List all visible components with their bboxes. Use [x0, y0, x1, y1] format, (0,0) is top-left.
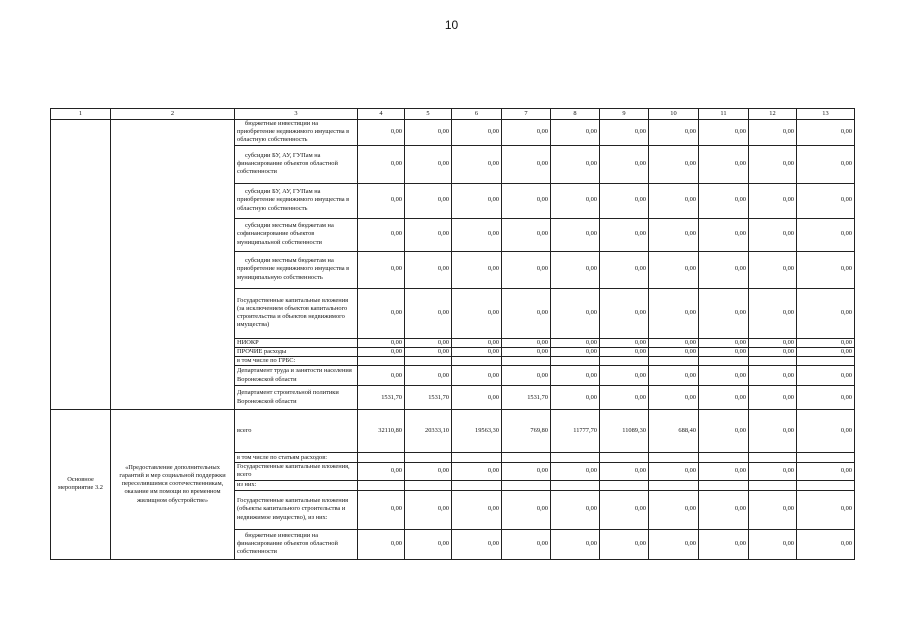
value-cell: 0,00	[699, 366, 749, 386]
value-cell: 0,00	[649, 288, 699, 338]
value-cell	[358, 453, 405, 463]
value-cell: 0,00	[699, 183, 749, 218]
value-cell	[452, 480, 502, 490]
value-cell: 1531,70	[405, 386, 452, 410]
value-cell: 0,00	[551, 338, 600, 347]
value-cell: 0,00	[649, 386, 699, 410]
value-cell: 0,00	[452, 366, 502, 386]
row-label: Государственные капитальные вложения (за исключением объектов капитального строительства и объектов недвижимого имущества)	[235, 288, 358, 338]
value-cell: 0,00	[551, 463, 600, 480]
value-cell: 0,00	[797, 251, 855, 288]
header-cell: 8	[551, 109, 600, 120]
value-cell: 0,00	[358, 218, 405, 251]
value-cell: 0,00	[358, 463, 405, 480]
value-cell: 11777,70	[551, 410, 600, 453]
value-cell: 0,00	[502, 183, 551, 218]
value-cell: 0,00	[699, 145, 749, 183]
value-cell: 0,00	[699, 218, 749, 251]
value-cell	[749, 453, 797, 463]
value-cell	[551, 356, 600, 365]
page-number: 10	[444, 18, 459, 32]
value-cell: 0,00	[699, 529, 749, 559]
value-cell: 19563,30	[452, 410, 502, 453]
value-cell: 0,00	[797, 338, 855, 347]
value-cell: 0,00	[600, 183, 649, 218]
value-cell: 0,00	[600, 145, 649, 183]
value-cell: 0,00	[551, 490, 600, 529]
value-cell	[749, 356, 797, 365]
value-cell: 0,00	[699, 288, 749, 338]
value-cell: 0,00	[699, 347, 749, 356]
value-cell: 0,00	[749, 218, 797, 251]
row-label: бюджетные инвестиции на финансирование объектов областной собственности	[235, 529, 358, 559]
value-cell: 0,00	[797, 347, 855, 356]
value-cell: 0,00	[649, 120, 699, 146]
value-cell: 0,00	[797, 120, 855, 146]
value-cell: 0,00	[452, 145, 502, 183]
value-cell: 0,00	[551, 288, 600, 338]
value-cell	[358, 480, 405, 490]
value-cell: 0,00	[649, 490, 699, 529]
value-cell: 0,00	[358, 145, 405, 183]
value-cell	[699, 453, 749, 463]
table-row	[51, 410, 855, 453]
value-cell: 0,00	[749, 366, 797, 386]
value-cell: 0,00	[600, 338, 649, 347]
blank-cell-col1	[51, 120, 111, 410]
value-cell: 0,00	[502, 145, 551, 183]
value-cell: 0,00	[649, 183, 699, 218]
value-cell	[649, 480, 699, 490]
value-cell: 0,00	[797, 529, 855, 559]
value-cell: 1531,70	[358, 386, 405, 410]
value-cell	[358, 356, 405, 365]
value-cell	[797, 480, 855, 490]
value-cell	[797, 356, 855, 365]
value-cell: 32110,80	[358, 410, 405, 453]
value-cell: 0,00	[699, 338, 749, 347]
value-cell: 0,00	[600, 120, 649, 146]
value-cell: 0,00	[358, 338, 405, 347]
value-cell: 0,00	[502, 463, 551, 480]
measure-code: Основное мероприятие 3.2	[51, 410, 111, 559]
value-cell: 688,40	[649, 410, 699, 453]
value-cell	[551, 480, 600, 490]
value-cell: 0,00	[502, 347, 551, 356]
value-cell: 0,00	[502, 288, 551, 338]
value-cell: 0,00	[649, 145, 699, 183]
value-cell: 0,00	[502, 218, 551, 251]
value-cell: 0,00	[797, 145, 855, 183]
value-cell: 0,00	[358, 288, 405, 338]
value-cell: 0,00	[600, 251, 649, 288]
row-label: субсидии БУ, АУ, ГУПам на финансирование объектов областной собственности	[235, 145, 358, 183]
value-cell	[502, 480, 551, 490]
value-cell: 0,00	[551, 145, 600, 183]
header-cell: 13	[797, 109, 855, 120]
value-cell: 0,00	[600, 218, 649, 251]
header-cell: 7	[502, 109, 551, 120]
value-cell: 0,00	[649, 529, 699, 559]
value-cell: 0,00	[551, 366, 600, 386]
value-cell: 11089,30	[600, 410, 649, 453]
measure-title: «Предоставление дополнительных гарантий и мер социальной поддержки переселившимся соотечественникам, оказание им помощи во временном жилищном обустройстве»	[111, 410, 235, 559]
row-label: бюджетные инвестиции на приобретение недвижимого имущества в областную собственность	[235, 120, 358, 146]
value-cell: 1531,70	[502, 386, 551, 410]
value-cell: 0,00	[551, 386, 600, 410]
value-cell: 0,00	[452, 463, 502, 480]
value-cell: 0,00	[600, 529, 649, 559]
value-cell: 0,00	[405, 251, 452, 288]
value-cell	[452, 453, 502, 463]
value-cell	[452, 356, 502, 365]
value-cell: 0,00	[749, 338, 797, 347]
value-cell: 0,00	[551, 529, 600, 559]
value-cell: 0,00	[358, 347, 405, 356]
value-cell: 0,00	[452, 183, 502, 218]
value-cell: 0,00	[358, 529, 405, 559]
row-label: всего	[235, 410, 358, 453]
row-label: Департамент строительной политики Воронежской области	[235, 386, 358, 410]
value-cell	[600, 480, 649, 490]
value-cell: 0,00	[797, 366, 855, 386]
header-cell: 10	[649, 109, 699, 120]
value-cell: 0,00	[452, 529, 502, 559]
value-cell: 0,00	[649, 347, 699, 356]
value-cell: 0,00	[749, 183, 797, 218]
value-cell: 0,00	[699, 463, 749, 480]
header-cell: 3	[235, 109, 358, 120]
value-cell: 0,00	[551, 183, 600, 218]
value-cell	[405, 480, 452, 490]
row-label: из них:	[235, 480, 358, 490]
value-cell: 0,00	[600, 288, 649, 338]
value-cell	[649, 356, 699, 365]
header-cell: 1	[51, 109, 111, 120]
value-cell: 0,00	[358, 366, 405, 386]
value-cell: 0,00	[749, 145, 797, 183]
value-cell	[600, 453, 649, 463]
row-label: в том числе по статьям расходов:	[235, 453, 358, 463]
row-label: Государственные капитальные вложения, всего	[235, 463, 358, 480]
expenditure-table	[50, 108, 855, 560]
row-label: субсидии местным бюджетам на софинансирование объектов муниципальной собственности	[235, 218, 358, 251]
value-cell: 0,00	[452, 120, 502, 146]
value-cell: 0,00	[452, 251, 502, 288]
value-cell: 0,00	[551, 347, 600, 356]
value-cell: 0,00	[502, 251, 551, 288]
value-cell	[405, 356, 452, 365]
header-cell: 5	[405, 109, 452, 120]
value-cell: 0,00	[405, 490, 452, 529]
value-cell: 0,00	[797, 386, 855, 410]
value-cell: 0,00	[649, 251, 699, 288]
value-cell: 0,00	[749, 288, 797, 338]
value-cell: 0,00	[358, 251, 405, 288]
value-cell: 0,00	[699, 251, 749, 288]
value-cell: 0,00	[405, 338, 452, 347]
value-cell	[502, 356, 551, 365]
row-label: НИОКР	[235, 338, 358, 347]
value-cell: 0,00	[405, 145, 452, 183]
value-cell: 0,00	[405, 120, 452, 146]
value-cell: 0,00	[699, 386, 749, 410]
value-cell: 0,00	[551, 251, 600, 288]
value-cell: 0,00	[405, 183, 452, 218]
value-cell: 0,00	[797, 463, 855, 480]
value-cell: 0,00	[358, 490, 405, 529]
value-cell	[600, 356, 649, 365]
value-cell: 0,00	[600, 386, 649, 410]
value-cell: 0,00	[551, 218, 600, 251]
value-cell: 0,00	[405, 218, 452, 251]
value-cell: 0,00	[405, 288, 452, 338]
value-cell: 0,00	[358, 120, 405, 146]
table-row	[51, 120, 855, 146]
value-cell: 20333,10	[405, 410, 452, 453]
value-cell: 0,00	[452, 218, 502, 251]
value-cell: 0,00	[358, 183, 405, 218]
value-cell: 0,00	[452, 338, 502, 347]
value-cell	[699, 480, 749, 490]
value-cell: 0,00	[749, 529, 797, 559]
table-body	[51, 109, 855, 560]
value-cell: 0,00	[797, 218, 855, 251]
value-cell: 0,00	[502, 529, 551, 559]
value-cell: 0,00	[600, 347, 649, 356]
row-label: ПРОЧИЕ расходы	[235, 347, 358, 356]
row-label: субсидии БУ, АУ, ГУПам на приобретение недвижимого имущества в областную собственность	[235, 183, 358, 218]
value-cell: 0,00	[797, 288, 855, 338]
value-cell: 0,00	[749, 490, 797, 529]
row-label: субсидии местным бюджетам на приобретение недвижимого имущества в муниципальную собственность	[235, 251, 358, 288]
value-cell: 0,00	[749, 120, 797, 146]
value-cell: 0,00	[649, 463, 699, 480]
value-cell: 0,00	[405, 529, 452, 559]
value-cell: 0,00	[797, 490, 855, 529]
header-cell: 2	[111, 109, 235, 120]
value-cell: 0,00	[452, 347, 502, 356]
value-cell	[405, 453, 452, 463]
value-cell: 0,00	[502, 366, 551, 386]
value-cell: 0,00	[452, 490, 502, 529]
header-cell: 4	[358, 109, 405, 120]
value-cell	[551, 453, 600, 463]
blank-cell-col2	[111, 120, 235, 410]
value-cell: 0,00	[502, 490, 551, 529]
value-cell: 0,00	[749, 347, 797, 356]
value-cell: 0,00	[551, 120, 600, 146]
value-cell: 0,00	[405, 347, 452, 356]
value-cell	[649, 453, 699, 463]
value-cell: 0,00	[452, 386, 502, 410]
value-cell: 0,00	[502, 338, 551, 347]
value-cell: 0,00	[749, 463, 797, 480]
value-cell: 0,00	[502, 120, 551, 146]
value-cell: 0,00	[600, 490, 649, 529]
value-cell: 0,00	[699, 490, 749, 529]
header-row	[51, 109, 855, 120]
value-cell	[502, 453, 551, 463]
value-cell: 0,00	[797, 183, 855, 218]
value-cell: 0,00	[749, 410, 797, 453]
value-cell	[749, 480, 797, 490]
value-cell: 0,00	[797, 410, 855, 453]
value-cell: 0,00	[405, 366, 452, 386]
row-label: Департамент труда и занятости населения Воронежской области	[235, 366, 358, 386]
header-cell: 9	[600, 109, 649, 120]
value-cell: 0,00	[699, 410, 749, 453]
value-cell: 0,00	[600, 463, 649, 480]
value-cell: 0,00	[452, 288, 502, 338]
row-label: в том числе по ГРБС:	[235, 356, 358, 365]
value-cell: 0,00	[749, 251, 797, 288]
header-cell: 6	[452, 109, 502, 120]
row-label: Государственные капитальные вложения (объекты капитального строительства и недвижимое имущество), из них:	[235, 490, 358, 529]
value-cell: 0,00	[649, 338, 699, 347]
value-cell: 0,00	[649, 366, 699, 386]
header-cell: 12	[749, 109, 797, 120]
value-cell	[797, 453, 855, 463]
value-cell: 769,80	[502, 410, 551, 453]
value-cell	[699, 356, 749, 365]
header-cell: 11	[699, 109, 749, 120]
value-cell: 0,00	[600, 366, 649, 386]
value-cell: 0,00	[749, 386, 797, 410]
value-cell: 0,00	[649, 218, 699, 251]
value-cell: 0,00	[405, 463, 452, 480]
value-cell: 0,00	[699, 120, 749, 146]
